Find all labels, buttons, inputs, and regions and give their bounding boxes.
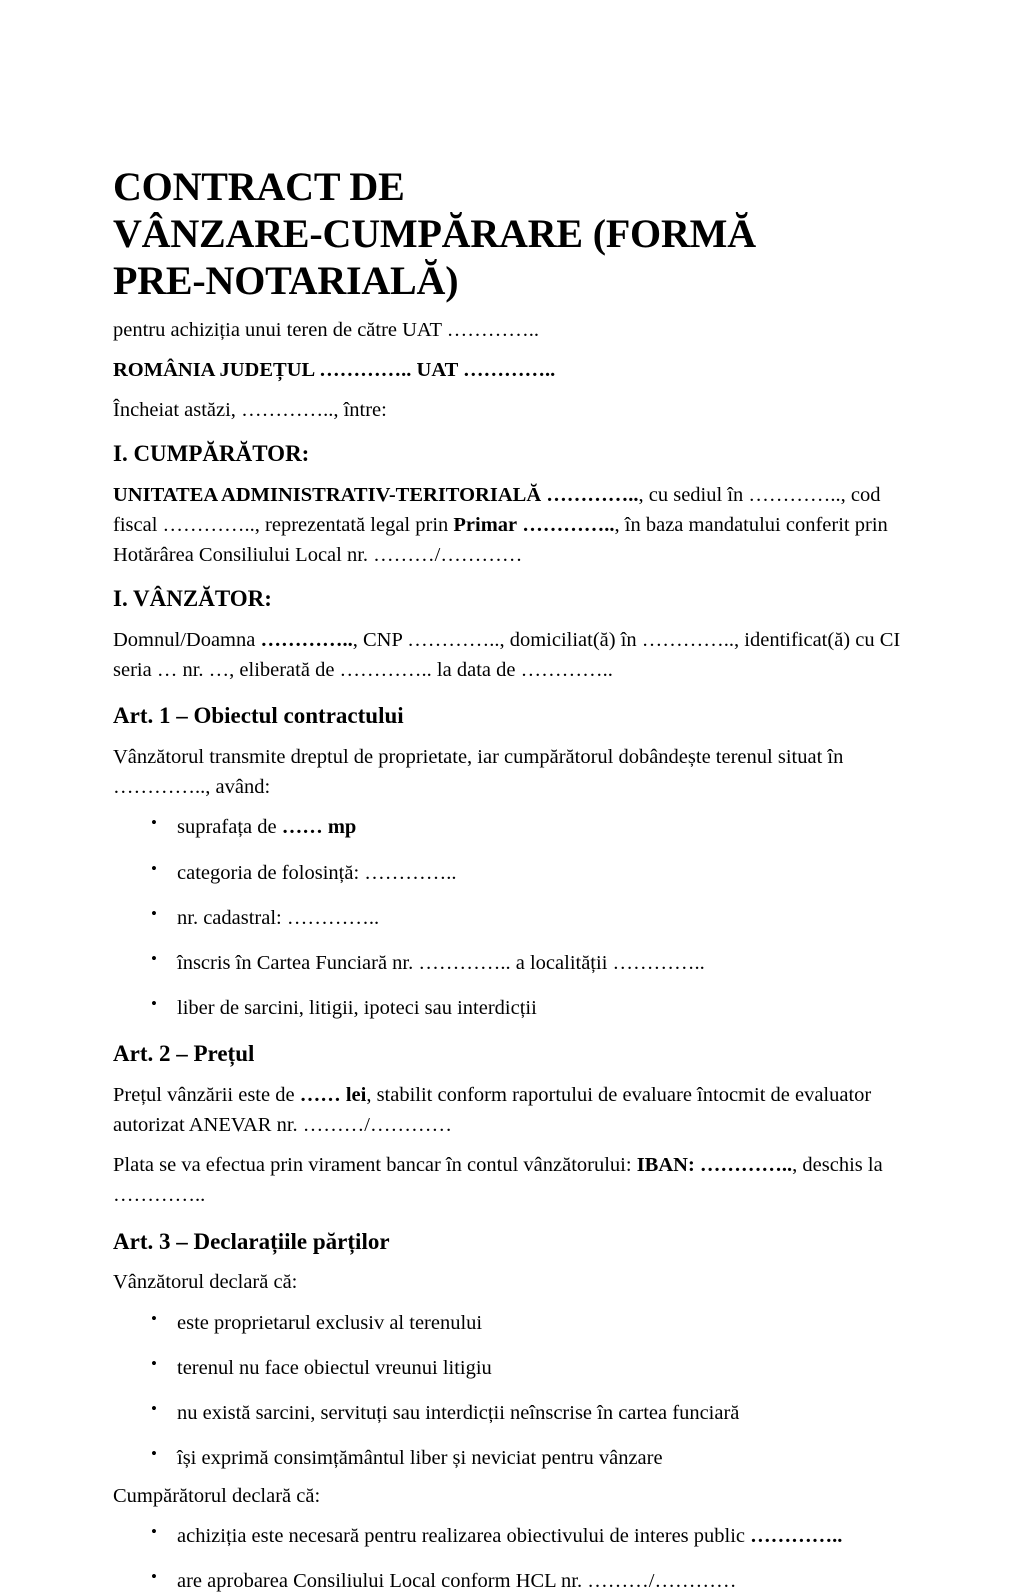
list-item-text: are aprobarea Consiliului Local conform HCL nr. ………/………… (177, 1570, 737, 1593)
list-item-emphasis: …… mp (281, 816, 357, 839)
buyer-details (113, 480, 925, 570)
bullet-icon: • (151, 1353, 157, 1373)
price-amount: …… lei (299, 1084, 367, 1106)
article-1-bullet-list (113, 812, 925, 1023)
seller-declaration-lead: Vânzătorul declară că: (113, 1271, 298, 1294)
buyer-mayor-label: Primar (453, 513, 518, 536)
list-item (113, 1566, 925, 1596)
list-item (113, 1353, 925, 1383)
payment-prefix: Plata se va efectua prin virament bancar în contul vânzătorului: (113, 1154, 637, 1177)
date-line-prefix: Încheiat astăzi, (113, 398, 236, 421)
list-item-text: liber de sarcini, litigii, ipoteci sau interdicții (177, 996, 537, 1019)
article-heading-2: Art. 2 – Prețul (113, 1041, 255, 1067)
list-item (113, 1443, 925, 1473)
page-title-line-2: VÂNZARE-CUMPĂRARE (FORMĂ (113, 211, 756, 257)
buyer-details-tail: , în baza mandatului conferit prin Hotărârea Consiliului Local nr. ………/………… (113, 513, 888, 567)
bullet-icon: • (151, 813, 157, 833)
article-1-intro: Vânzătorul transmite dreptul de proprietate, iar cumpărătorul dobândește terenul situat în ………….., având: (113, 746, 844, 799)
payment-iban: IBAN: ………….. (636, 1154, 793, 1177)
bullet-icon: • (151, 903, 157, 923)
list-item-text: este proprietarul exclusiv al terenului (177, 1311, 483, 1334)
section-heading-buyer: I. CUMPĂRĂTOR: (113, 440, 310, 466)
list-item (113, 948, 925, 978)
article-2-price (113, 1080, 925, 1140)
buyer-entity-fill: ………….. (546, 483, 639, 506)
list-item-text: nr. cadastral: ………….. (177, 906, 380, 929)
seller-declaration-list (113, 1308, 925, 1474)
list-item-text: categoria de folosință: ………….. (177, 861, 457, 884)
page-title-line-3: PRE-NOTARIALĂ) (113, 258, 459, 304)
list-item (113, 1398, 925, 1428)
list-item-text: terenul nu face obiectul vreunui litigiu (177, 1356, 492, 1379)
buyer-declaration-list (113, 1521, 925, 1596)
list-item (113, 812, 925, 842)
buyer-mayor-fill: ………….. (522, 513, 615, 536)
buyer-declaration-lead: Cumpărătorul declară că: (113, 1485, 321, 1508)
list-item-text: înscris în Cartea Funciară nr. ………….. a localității ………….. (177, 951, 705, 974)
list-item-text: suprafața de (177, 816, 282, 839)
seller-details (113, 625, 925, 685)
bullet-icon: • (151, 1398, 157, 1418)
buyer-details-middle: , cu sediul în ………….., cod fiscal ………….., reprezentată legal prin (113, 483, 881, 536)
page-title-line-1: CONTRACT DE (113, 164, 405, 209)
list-item-text: nu există sarcini, servituți sau interdicții neînscrise în cartea funciară (177, 1401, 740, 1424)
price-prefix: Prețul vânzării este de (113, 1084, 300, 1106)
bullet-icon: • (151, 858, 157, 878)
date-line-fill: ………….., (241, 398, 339, 421)
bullet-icon: • (151, 1522, 157, 1542)
seller-details-tail: , CNP ………….., domiciliat(ă) în ………….., identificat(ă) cu CI seria … nr. …, eliberată de ………….. la data de ………….. (113, 629, 901, 682)
list-item (113, 1308, 925, 1338)
seller-name-fill: ………….. (260, 629, 353, 652)
article-2-payment (113, 1150, 925, 1210)
list-item (113, 858, 925, 888)
article-heading-3: Art. 3 – Declarațiile părților (113, 1228, 390, 1254)
seller-details-prefix: Domnul/Doamna (113, 629, 261, 652)
bullet-icon: • (151, 1308, 157, 1328)
bullet-icon: • (151, 1443, 157, 1463)
list-item (113, 993, 925, 1023)
list-item (113, 903, 925, 933)
bullet-icon: • (151, 1567, 157, 1587)
bullet-icon: • (151, 948, 157, 968)
bullet-icon: • (151, 993, 157, 1013)
list-item-text: achiziția este necesară pentru realizarea obiectivului de interes public (177, 1525, 751, 1548)
buyer-entity-label: UNITATEA ADMINISTRATIV-TERITORIALĂ (113, 483, 542, 506)
list-item (113, 1521, 925, 1551)
payment-tail: , deschis la ………….. (113, 1154, 883, 1207)
jurisdiction-line (113, 355, 925, 385)
date-line (113, 395, 925, 425)
document-subtitle: pentru achiziția unui teren de către UAT ………….. (113, 318, 539, 341)
article-heading-1: Art. 1 – Obiectul contractului (113, 703, 404, 729)
list-item-emphasis: ………….. (750, 1525, 843, 1548)
section-heading-seller: I. VÂNZĂTOR: (113, 586, 272, 612)
price-tail: , stabilit conform raportului de evaluare întocmit de evaluator autorizat ANEVAR nr. ………/………… (113, 1084, 872, 1137)
jurisdiction-text: ROMÂNIA JUDEȚUL ………….. UAT ………….. (113, 358, 556, 381)
date-line-suffix: între: (343, 398, 387, 421)
page-title (113, 163, 843, 305)
list-item-text: își exprimă consimțământul liber și neviciat pentru vânzare (177, 1446, 663, 1469)
